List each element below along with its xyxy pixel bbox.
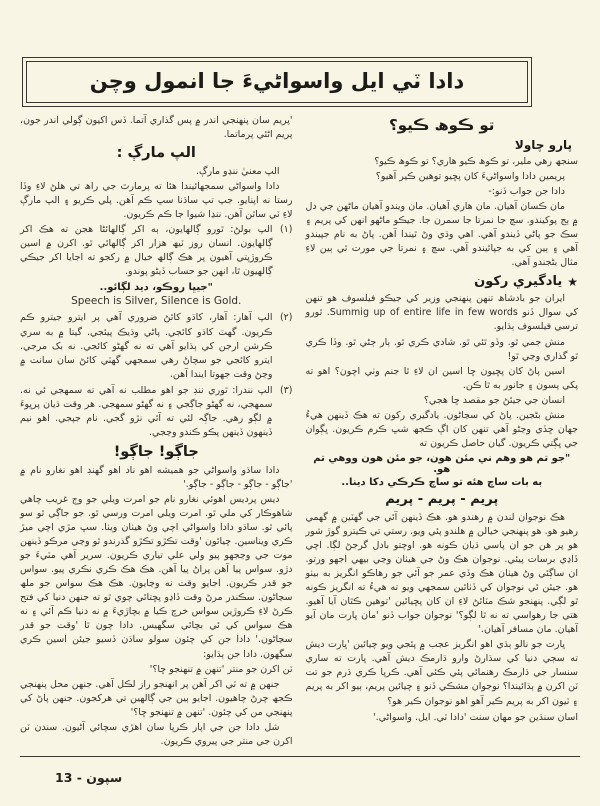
- column-left: [20, 114, 293, 750]
- list-item: [20, 384, 293, 441]
- paragraph: دادا جن جواب ڏنو:-: [488, 186, 565, 198]
- paragraph: هڪ نوجوان لندن ۾ رهندو هو. هڪ ڏينهن آئي جي گهٽين ۾ گهمي رهيو هو. هو پنهنجي خيالن ۾ هلندو پئي ويو. رستي تي ڪيترو گوڙ شور هو پر هن جو ان پاسي ڌيان ڪونه هو. اوچتو بادل گرجڻ لڳا. اچي ڏاڍي برسات پيئي. نوجوان هڪ وڻ جي هيٺان وڃي بيهي اجهو ورتو. ان ساڳئي وڻ هيٺان هڪ وڏي عمر جو آئي جو رهاڪو انگريز به بيٺو هو. جيئن ئي نوجوان کي ڏٺائين سمجهي ويو ته هيءُ ته انگريز ڪونه ٿو لڳي. پنهنجو شڪ مٽائڻ لاءِ ان کان پڇيائين 'توهين ڪٿان آيا آهيو. هتي جا رهواسي ته نه ٿا لڳو؟' نوجوان جواب ڏنو 'مان ڀارت مان آيو آهيان. مان مسافر آهيان.': [305, 511, 578, 636]
- heading-jago-jago: جاڳو! جاڳو!: [113, 443, 199, 460]
- paragraph: اسين پاڻ کان پڇيون ڇا اسين ان لاءِ ٿا جنم وٺي اچون؟ اهو ته پکي پسون ۽ جانور به ٿا ڪن.: [305, 365, 578, 391]
- paragraph: دادا واسواڻي سمجهائيندا هئا ته پرمارٿ جي راھ تي هلڻ لاءِ وڏا رستا نه اپنايو. جپ تپ ساڌنا سڀ ڪم آهن. پلي ڪريو ۽ الپ مارڳ لاءِ ٽي ساٿن آهن. ننڍا شيوا جا ڪم ڪريون.: [20, 181, 293, 221]
- paragraph: جنهن ۾ ته ٽي اکر آهن پر انهنجو راز لڪل آهي. جنهن محل پنهنجي ڪجھ چرڻ چاهيون. اجايو ٻين جي ڳالهين تي هرکجون. جنهن پاڻ کي پنهنجي من کي چئون. 'تنهن ۾ تنهنجو ڇا؟': [20, 678, 293, 718]
- two-column-body: [20, 114, 578, 750]
- closing-line: اسان سنڌين جو مهان سنت 'دادا ٽي. ايل. واسواڻي.': [373, 711, 578, 723]
- paragraph: ديس پرديس اهوئي نغارو نام جو امرت ويلي جو وڄ غريب چاهي شاهوڪار کي ملي ٿو. امرت ويلي امرت ورسي ٿو. جو جاڳي ٿو سو پائي ٿو. ساڌو دادا واسواڻي اچي وڻ هيٺان ويٺا. سڀ مڙي اچي ميڙ ڪري ويناسين. چيائون 'وقت تڪڙو تڪڙو گذرندو ٿو وڃي مرڪو ڏينهن موت جي وڃجهو پيو ولي علي تياري ڪريون. سرير آهي مٽيءَ جو دڙو. سواس پيا آهن پراڻ پيا آهن. هڪ هڪ ڪري نڪري پيو. سواس جو قدر ڪريون. اجايو وقت نه وڃايون. هڪ هڪ سواس جو ملھ سڃاڻون. سڪندر مرڻ وقت ڏاڍو پڇتائي چوي ٿو ته جنهن دنيا کي فتح ڪرڻ لاءِ ڪروڙين سواس خرچ ڪيا ۾ بچاڙيءَ ۾ نه دنيا ڪم آئي ۽ نه هڪ سواس کي ئي بچائي سگهيس. دادا چون ٿا 'وقت جو قدر سڃاڻون.' دادا جن کي چئون سولو ساڌن ڏسيو جيئن اسين ڪري سگهون. دادا جن ٻڌايو:: [20, 493, 293, 660]
- paragraph: الپ معنيٰ ننڍو مارڳ.: [195, 166, 280, 178]
- author-name: پارو چاولا: [514, 138, 572, 152]
- paragraph: ڀارت جو نالو ٻڌي اهو انگريز عجب ۾ پئجي ويو چيائين 'ڀارت ديش ته سڄي دنيا کي سڌارڻ وارو ڌارمڪ ديش آهي. ڀارت ته ساري سنسار جي ڌارمڪ رهنمائي پئي ڪئي آهي. ڪرپا ڪري ڌرم جو تت ٽن اکرن ۾ ٻڌائيندا؟ نوجوان مشڪي ڏنو ۽ چيائين پريم، ٻيو اکر به پريم ۽ ٽيون اکر به پريم ڪير آهو اهو نوجوان ڪير هو؟: [305, 639, 578, 707]
- paragraph: سنجھ رهي ملير، تو ڪوھ ڪيو هاري؟ تو ڪوھ ڪيو؟: [374, 156, 578, 167]
- english-quote: Speech is Silver, Silence is Gold.: [71, 295, 242, 308]
- heading-alap-marg: الپ مارڳ :: [116, 145, 196, 162]
- paragraph: شل دادا جن جي اپار ڪرپا سان اهڙي سچائي آڻيون. سندن ٽن اکرن جي منتر جي پيروي ڪريون.: [20, 721, 293, 747]
- bold-quote-line-2: به بات ساچ هئه تو ساچ ڪرڪي دکا دينا..: [341, 476, 543, 488]
- item-number: (٢): [279, 312, 293, 324]
- heading-prem-prem-prem: پريم - پريم - پريم: [385, 491, 499, 507]
- paragraph: ايران جو بادشاھ تنهن پنهنجي وزير کي جيڪو فيلسوف هو تنهن کي سوال ڏنو Summig up of entire life in few words. ٿورو ترسي فيلسوف ٻڌايو.: [305, 293, 578, 333]
- page-title: دادا ٽي ايل واسواڻيءَ جا انمول وچن: [89, 69, 465, 93]
- title-banner: [22, 57, 532, 107]
- title-banner-inner: [26, 61, 528, 103]
- list-item: [20, 223, 293, 280]
- column-right: [306, 114, 579, 750]
- item-text: الپ آهار: آهار، کاڌو کائڻ ضروري آهي پر ايترو جيترو ڪم ڪريون. گهٽ کاڌو کائجي. پاڻي وڌيڪ پيئجي. گيتا ۾ به سري ڪرشن ارجن کي ٻڌايو آهي ته نه گهڻو کائجي. نه بک مرجي. ايترو کائجي جو سچاڻ رهي سمجهي گهٽي کائڻ سان سانت ۾ وڃڻ وقت جهوتا ايندا آهن.: [20, 312, 273, 380]
- heading-to-koh-kayo: تو ڪوھ ڪيو؟: [389, 116, 495, 134]
- paragraph: پريمين دادا واسواڻيءَ کان پڇيو توهين ڪير آهيو؟: [375, 171, 565, 183]
- item-text: الپ بولڻ: ٿورو ڳالهايون، ٻه اکر ڳالهائڻا هجن ته هڪ اکر ڳالهايون. انسان روز ٽيھ هزار اکر ڳالهائي ٿو. اکرن ۾ اسين ڪروڙپتي آهيون پر هڪ ڳالھ خيال ۾ رکجو ته اجايا اکر جيڪي ڳالهيون ٿا، انهن جو حساب ڏيڻو پوندو.: [20, 224, 273, 278]
- page-footer: [0, 757, 600, 786]
- bold-quote-line-1: "جو تم هو وهم ني مئن هون، جو مئن هون ووهي تم هو.: [313, 452, 571, 475]
- paragraph: انسان جي جيئڻ جو مقصد ڇا هجي؟: [423, 394, 565, 406]
- page-number: سپون - 13: [55, 769, 123, 785]
- heading-yaadgiri-rakhon: [306, 274, 579, 289]
- item-number: (١): [279, 224, 293, 236]
- item-number: (٣): [279, 384, 293, 396]
- paragraph: 'پريم سان پنهنجي اندر ۾ پس گذاري آتما. ڏس اکيون ڳولي اندر جون، پريم اڻئي پرماتما.: [20, 115, 293, 141]
- list-item: [20, 311, 293, 382]
- paragraph: منش جمي ٿو. وڏو ٿئي ٿو. شادي ڪري ٿو. ٻار ڄڻي ٿو. وڏا ڪري ٿو گذاري وڃي ٿو!: [305, 336, 578, 362]
- paragraph: ٽن اکرن جو منتر 'تنهن ۾ تنهنجو ڇا؟': [149, 663, 293, 675]
- star-icon: ★: [567, 274, 578, 289]
- item-text: الپ نندرا: ٿوري ننڊ جو اهو مطلب نه آهي ته سمهجي ئي نه. سمهجي، نه گهڻو جاڳجي ۽ نه گهڻو سمهجي. هر وقت ڌيان پرڀوءَ ۾ لڳو رهي. جاڳہ لئي ته آئي نڙو گجي. نام جپجي. اهو نيم ڏينهون ڏينهن پڪو ڪندو وڃجي.: [20, 384, 273, 438]
- paragraph: دادا ساڌو واسواڻي جو هميشه اهو ناد اهو گهنڊ اهو نغارو نام ۾ 'جاڳو - جاڳو - جاڳو - جاڳو.': [20, 464, 293, 490]
- paragraph: مان ڪسان آهيان. مان هاري آهيان. مان ويندو آهيان ماڻهن جي دل ۾ ٻج پوکيندو. سچ جا نمرتا جا سمرن جا. جيڪو ماڻهو انهن کي پريم ۽ سڪ جو پاڻي ڏيندو آهي. اهي وڌي وڻ ٿيندا آهن. پاڻ به نام جپيندو آهي ۽ ٻين کي به جپائيندو آهي. سچ ۽ نمرتا جي مورت ٿي ٻين لاءِ مثال بڻجندو آهي.: [305, 201, 578, 269]
- paragraph: منش بڻجين. پاڻ کي سڃاڻون. يادگيري رکون ته هڪ ڏينهن هيءُ جهان ڇڏي وڃڻو آهي تنهن کان اڳ ڪجھ شڀ ڪرم ڪريون. ڀڳوان جي ڀڳتي ڪريون. گيان حاصل ڪريون ته: [305, 409, 578, 449]
- bold-quote: "جيڀا روڪو، ديد لڳائو..: [99, 282, 213, 294]
- heading-text: يادگيري رکون: [474, 274, 563, 290]
